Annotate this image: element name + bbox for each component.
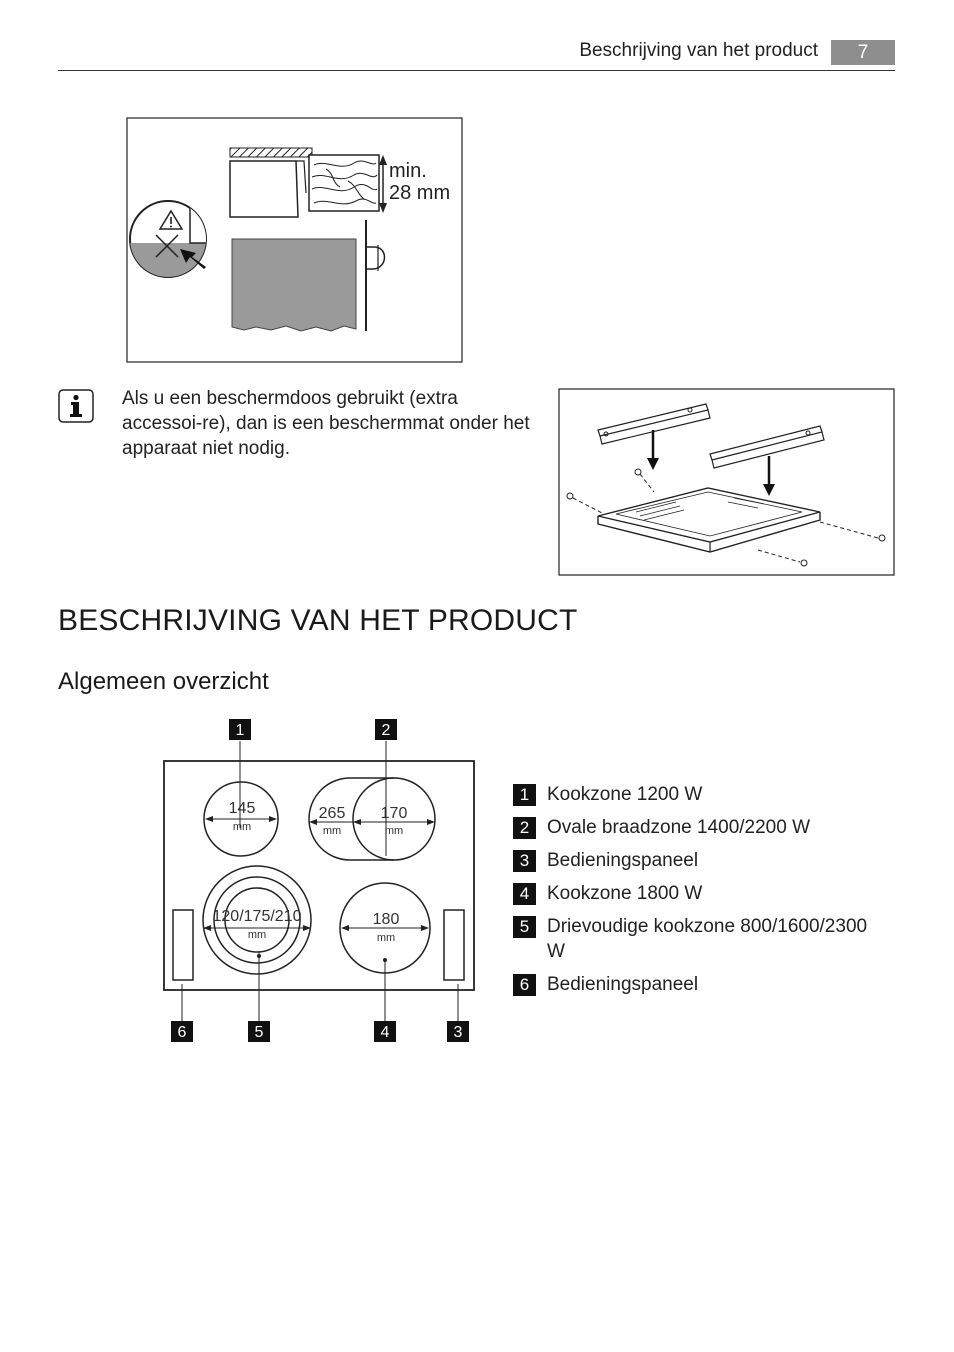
legend-label: Ovale braadzone 1400/2200 W — [547, 817, 811, 838]
zone2-unit-a: mm — [322, 825, 342, 837]
legend-label: Bedieningspaneel — [547, 850, 699, 871]
clearance-dimension-line2: 28 mm — [389, 182, 451, 204]
legend-number: 3 — [513, 850, 536, 872]
component-legend — [513, 782, 883, 1005]
zone2-size-b: 170 — [380, 805, 408, 822]
legend-item — [513, 881, 883, 906]
section-subtitle: Algemeen overzicht — [58, 668, 269, 695]
legend-label: Kookzone 1800 W — [547, 883, 703, 904]
zone4-size: 180 — [372, 911, 400, 928]
legend-item — [513, 782, 883, 807]
legend-item — [513, 848, 883, 873]
legend-label: Kookzone 1200 W — [547, 784, 703, 805]
installation-clearance-figure — [126, 117, 464, 364]
zone1-size: 145 — [228, 800, 256, 817]
section-title: BESCHRIJVING VAN HET PRODUCT — [58, 604, 578, 637]
protection-box-figure — [558, 388, 896, 577]
zone2-size-a: 265 — [318, 805, 346, 822]
zone4-unit: mm — [376, 932, 396, 944]
zone5-size: 120/175/210 — [212, 908, 302, 925]
header-rule — [58, 70, 895, 71]
clearance-dimension-line1: min. — [389, 160, 427, 182]
zone1-unit: mm — [232, 821, 252, 833]
callout-2: 2 — [381, 722, 391, 739]
legend-number: 4 — [513, 883, 536, 905]
callout-6: 6 — [177, 1024, 187, 1041]
hob-overview-diagram — [160, 716, 480, 1046]
control-panel-6 — [173, 910, 193, 980]
zone2-unit-b: mm — [384, 825, 404, 837]
legend-number: 2 — [513, 817, 536, 839]
callout-3: 3 — [453, 1024, 463, 1041]
legend-item — [513, 914, 883, 964]
note-text: Als u een beschermdoos gebruikt (extra accessoi-re), dan is een beschermmat onder het apparaat niet nodig. — [122, 388, 530, 459]
legend-item — [513, 815, 883, 840]
control-panel-3 — [444, 910, 464, 980]
callout-1: 1 — [235, 722, 245, 739]
info-icon — [58, 389, 94, 423]
page-number: 7 — [831, 40, 895, 65]
legend-label: Drievoudige kookzone 800/1600/2300 W — [547, 916, 868, 962]
legend-number: 5 — [513, 916, 536, 938]
callout-4: 4 — [380, 1024, 390, 1041]
legend-number: 6 — [513, 974, 536, 996]
legend-item — [513, 972, 883, 997]
legend-label: Bedieningspaneel — [547, 974, 699, 995]
zone5-unit: mm — [247, 929, 267, 941]
callout-5: 5 — [254, 1024, 264, 1041]
header-section-title: Beschrijving van het product — [579, 40, 818, 61]
legend-number: 1 — [513, 784, 536, 806]
